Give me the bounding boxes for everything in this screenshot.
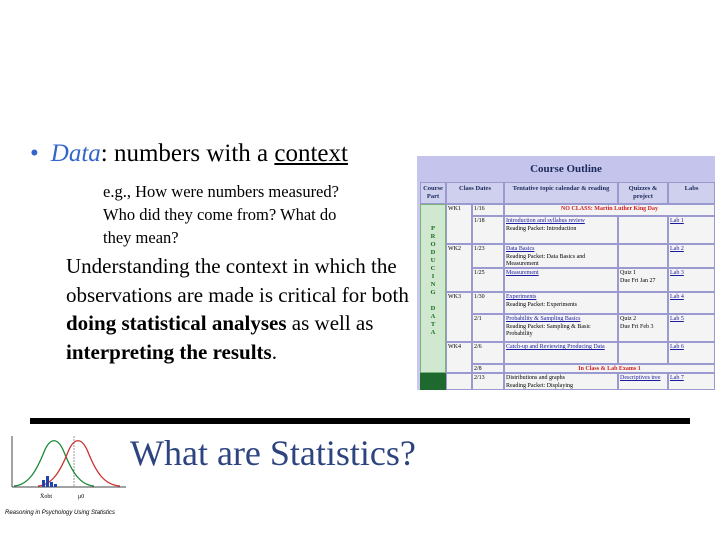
topic-link[interactable]: Data Basics [506, 246, 535, 252]
vertical-letter: D [430, 249, 436, 256]
week-cell: WK1 [446, 204, 472, 244]
vertical-letter: C [430, 265, 436, 272]
logo-label-mu: μ0 [78, 494, 85, 500]
topic-cell [504, 342, 618, 364]
para-bold-analyses: doing statistical analyses [66, 311, 287, 335]
green-block [420, 373, 446, 390]
data-colon: : [100, 140, 108, 167]
header-course-part: Course Part [420, 182, 446, 204]
example-line: they mean? [103, 228, 179, 247]
date-cell: 1/18 [472, 216, 504, 244]
course-outline-title: Course Outline [417, 156, 715, 182]
quiz-cell [618, 268, 668, 292]
week-cell: WK4 [446, 342, 472, 373]
para-text: as well as [286, 311, 374, 335]
context-word: context [274, 140, 348, 167]
week-cell [446, 373, 472, 390]
quiz-label: Quiz 2 [620, 316, 637, 322]
para-text: Understanding the context in which the observations are made is critical for both [66, 254, 409, 307]
logo-bar [50, 482, 53, 487]
quiz-cell [618, 314, 668, 342]
topic-reading: Reading Packet: Introduction [506, 225, 577, 232]
lab-link[interactable]: Lab 3 [668, 268, 715, 292]
quiz-due: Due Fri Feb 3 [620, 323, 654, 330]
topic-link[interactable]: Introduction and syllabus review [506, 218, 585, 224]
bullet-text: numbers with a [107, 140, 275, 167]
lab-link[interactable]: Lab 4 [668, 292, 715, 314]
topic-reading: Reading Packet: Sampling & Basic Probability [506, 323, 591, 337]
course-footer: Reasoning in Psychology Using Statistics [5, 510, 116, 516]
topic-link[interactable]: Measurement [506, 270, 539, 276]
topic-cell: NO CLASS: Martin Luther King Day [504, 204, 715, 216]
header-labs: Labs [668, 182, 715, 204]
vertical-letter: I [431, 273, 435, 280]
quiz-cell [618, 216, 668, 244]
topic-reading: Reading Packet: Displaying [506, 382, 573, 389]
topic-cell [504, 292, 618, 314]
quiz-cell [618, 342, 668, 364]
date-cell: 2/8 [472, 364, 504, 373]
context-paragraph [66, 252, 416, 366]
topic-cell [504, 268, 618, 292]
quiz-cell [618, 244, 668, 268]
para-bold-results: interpreting the results [66, 339, 272, 364]
para-text: . [271, 339, 277, 364]
quiz-cell [618, 292, 668, 314]
lab-link[interactable]: Lab 7 [668, 373, 715, 390]
example-line: e.g., How were numbers measured? [103, 182, 339, 201]
quiz-label: Quiz 1 [620, 270, 637, 276]
slide-title: What are Statistics? [130, 433, 416, 473]
logo-label-xobt: X̄obt [40, 494, 52, 500]
header-class-dates: Class Dates [446, 182, 504, 204]
producing-data-column [420, 204, 446, 373]
date-cell: 2/13 [472, 373, 504, 390]
vertical-letter: A [430, 329, 436, 336]
logo-bar [46, 476, 49, 487]
course-outline-image [417, 156, 715, 390]
topic-link[interactable]: Experiments [506, 294, 537, 300]
topic-reading: Reading Packet: Experiments [506, 301, 577, 308]
vertical-letter: R [430, 233, 436, 240]
vertical-letter: D [430, 305, 436, 312]
date-cell: 1/16 [472, 204, 504, 216]
topic-cell [504, 216, 618, 244]
topic-text: Distributions and graphs [506, 375, 565, 381]
topic-cell [504, 314, 618, 342]
quiz-link[interactable]: Descriptives tree [618, 373, 668, 390]
week-cell: WK3 [446, 292, 472, 342]
lab-link[interactable]: Lab 1 [668, 216, 715, 244]
header-topic: Tentative topic calendar & reading [504, 182, 618, 204]
logo-curve-green [14, 441, 94, 486]
week-cell: WK2 [446, 244, 472, 292]
statistics-logo [8, 432, 128, 502]
topic-link[interactable]: Probability & Sampling Basics [506, 316, 581, 322]
topic-reading: Reading Packet: Data Basics and Measurement [506, 253, 586, 267]
date-cell: 1/25 [472, 268, 504, 292]
lab-link[interactable]: Lab 6 [668, 342, 715, 364]
logo-bar [42, 480, 45, 487]
vertical-letter: P [431, 225, 435, 232]
date-cell: 2/6 [472, 342, 504, 364]
vertical-letter: N [430, 281, 436, 288]
topic-cell: In Class & Lab Exams 1 [504, 364, 715, 373]
data-term: Data [50, 140, 101, 167]
quiz-due: Due Fri Jan 27 [620, 277, 656, 284]
logo-bar [54, 484, 57, 487]
vertical-letter: A [430, 313, 436, 320]
date-cell: 1/23 [472, 244, 504, 268]
topic-link[interactable]: Catch-up and Reviewing Producing Data [506, 344, 605, 350]
lab-link[interactable]: Lab 5 [668, 314, 715, 342]
bullet-dot: • [30, 140, 39, 167]
date-cell: 2/1 [472, 314, 504, 342]
topic-cell [504, 373, 618, 390]
date-cell: 1/30 [472, 292, 504, 314]
header-quizzes: Quizzes & project [618, 182, 668, 204]
title-divider [30, 418, 690, 424]
lab-link[interactable]: Lab 2 [668, 244, 715, 268]
vertical-letter: T [430, 321, 436, 328]
vertical-letter: U [430, 257, 436, 264]
example-line: Who did they come from? What do [103, 205, 337, 224]
bullet-line [30, 140, 348, 168]
topic-cell [504, 244, 618, 268]
vertical-letter: O [430, 241, 436, 248]
vertical-letter: G [430, 289, 436, 296]
example-questions [103, 180, 403, 249]
